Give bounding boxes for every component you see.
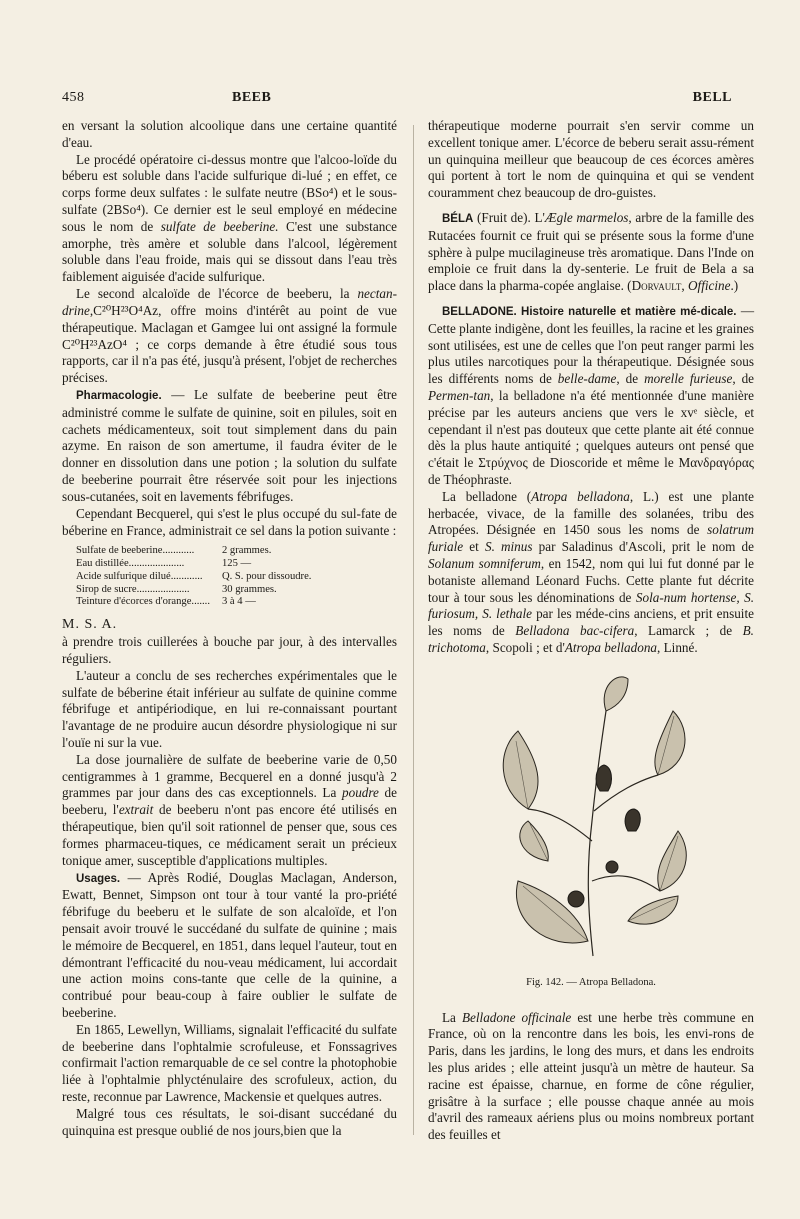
paragraph: La Belladone officinale est une herbe très commune en France, où on la rencontre dans les bois, les envi-rons de Paris, dans les jardins, le long des murs, et dans les endroits les plus arides ; elle atteint jusqu'à un mètre de hauteur. Sa racine est épaisse, charnue, en forme de cône régulier, grisâtre à la surface ; elle pousse chaque année au mois d'avril des rameaux aériens plus ou moins nombreux portant des feuilles et [428,1009,754,1143]
section-heading: Pharmacologie. [76,390,162,403]
running-header [62,90,738,110]
paragraph: Le second alcaloïde de l'écorce de beeberu, la nectan-drine,C²⁰H²³O⁴Az, offre moins d'intérêt au point de vue thérapeutique. Maclagan et Gamgee lui ont assigné la formule C²⁰H²³AzO⁴ ; ce corps demande à être étudié sous tous rapports, car il n'a pas été, jusqu'à présent, l'objet de recherches précises. [62,286,397,386]
header-right-title: BELL [692,90,732,105]
figure-caption: Fig. 142. — Atropa Belladona. [526,976,656,988]
entry-heading-belladone: BELLADONE. Histoire naturelle et matière mé-dicale. [442,305,737,318]
entry-heading-bela: BÉLA [442,212,474,225]
paragraph: Le procédé opératoire ci-dessus montre que l'alcoo-loïde du béberu est soluble dans l'acide sulfurique di-lué ; en effet, ce corps forme deux sulfates : le sulfate neutre (BSo⁴) et le sous-sulfate (2BSo⁴). Ce dernier est le seul employé en médecine sous le nom de sulfate de beeberine. C'est une substance amorphe, très amère et soluble dans l'alcool, légèrement soluble dans l'eau froide, mais qui se dissout dans l'eau très faiblement aiguisée d'acide sulfurique. [62,151,397,285]
formula-table [76,545,315,609]
paragraph: La belladone (Atropa belladona, L.) est une plante herbacée, vivace, de la famille des solanées, tribu des Atropées. Désignée en 1450 sous les noms de solatrum furiale et S. minus par Saladinus d'Ascoli, prit le nom de Solanum somniferum, en 1542, nom qui lui fut donné par le botaniste allemand Léonard Fuchs. Cette plante fut décrite tour à tour sous les dénominations de Sola-num hortense, S. furiosum, S. lethale par les méde-cins anciens, et prit ensuite les noms de Belladona bac-cifera, Lamarck ; de B. trichotoma, Scopoli ; et d'Atropa belladona, Linné. [428,488,754,655]
table-row: Teinture d'écorces d'orange....... 3 à 4 — [76,596,256,608]
header-left-title: BEEB [232,90,272,105]
paragraph: BÉLA (Fruit de). L'Ægle marmelos, arbre de la famille des Rutacées fournit ce fruit qui se présente sous la forme d'une sphère à pulpe mucilagineuse très aromatique. Dans l'Inde on emploie ce fruit dans la dy-senterie. Le fruit de Bela a sa place dans la pharma-copée anglaise. (Dorvault, Officine.) [428,209,754,294]
paragraph: BELLADONE. Histoire naturelle et matière mé-dicale. — Cette plante indigène, dont les feuilles, la racine et les graines sont utilisées, est une de celles que l'on peut ranger parmi les plus utiles narcotiques pour la thérapeutique. Désignée sous les différents noms de belle-dame, de morelle furieuse, de Permen-tan, la belladone n'a été mentionnée d'une manière précise par les auteurs anciens que vers le xvᵉ siècle, et cependant il n'est pas douteux que cette plante ait été connue dès la plus haute antiquité ; quelques auteurs ont pensé que c'était le Στρύχνος de Dioscoride et même le Μανδραγόρας de Théophraste. [428,302,755,487]
paragraph: Pharmacologie. — Le sulfate de beeberine peut être administré comme le sulfate de quinine, soit en pilules, soit en cachets médicamenteux, soit tout simplement dans du pain azyme. En raison de son amertume, il faudra éviter de le donner en dissolution dans une potion ; la solution du sulfate de beeberine pourrait être réservée soit pour les injections sous-cutanées, soit en lavements fébrifuges. [62,387,397,504]
table-row: Acide sulfurique dilué............ Q. S. pour dissoudre. [76,570,312,582]
paragraph: thérapeutique moderne pourrait s'en servir comme un excellent tonique amer. L'écorce de beberu serait assu-rément un quinquina meilleur que beaucoup de ces écorces amères qui portent à tort le nom de quinquina et qui se vendent couramment chez beaucoup de dro-guistes. [428,118,754,201]
belladonna-illustration [488,671,698,961]
table-row: Eau distillée..................... 125 — [76,558,252,570]
paragraph: La dose journalière de sulfate de beeberine varie de 0,50 centigrammes à 1 gramme, Becquerel en a donné jusqu'à 2 grammes par jour dans des cas exceptionnels. La poudre de beeberu, l'extrait de beeberu n'ont pas encore été utilisés en thérapeutique, bien qu'il soit rationnel de penser que, sous ces formes pharmaceu-tiques, ce médicament serait un précieux tonique amer, susceptible d'applications multiples. [62,751,397,868]
right-column [428,118,754,1144]
figure [428,671,754,971]
paragraph: Malgré tous ces résultats, le soi-disant succédané du quinquina est presque oublié de nos jours,bien que la [62,1105,397,1138]
left-column [62,118,397,1140]
paragraph: En 1865, Lewellyn, Williams, signalait l'efficacité du sulfate de beeberine dans l'ophtalmie scrofuleuse, et Fonssagrives confirmait l'action remarquable de ce sel contre la photophobie liée à l'ophtalmie phlycténulaire des scrofuleux, action, du reste, reconnue par Lawrence, Mackensie et quelques autres. [62,1021,397,1104]
section-heading: Usages. [76,872,121,885]
column-divider [413,125,414,1135]
table-row: Sulfate de beeberine............ 2 grammes. [76,545,272,557]
paragraph: Cependant Becquerel, qui s'est le plus occupé du sul-fate de béberine en France, administrait ce sel dans la potion suivante : [62,505,397,538]
paragraph: L'auteur a conclu de ses recherches expérimentales que le sulfate de béberine était inférieur au sulfate de quinine comme fébrifuge et antipériodique, en lui re-connaissant pourtant l'avantage de ne produire aucun désordre physiologique ni sur l'ouïe ni sur la vue. [62,667,397,750]
table-row: Sirop de sucre.................... 30 grammes. [76,583,277,595]
recipe-abbrev: M. S. A. [62,617,118,633]
paragraph: en versant la solution alcoolique dans une certaine quantité d'eau. [62,118,397,150]
paragraph: à prendre trois cuillerées à bouche par jour, à des intervalles réguliers. [62,634,397,666]
paragraph: Usages. — Après Rodié, Douglas Maclagan, Anderson, Ewatt, Bennet, Simpson ont tour à tour vanté la pro-priété fébrifuge du beeberu et le sulfate de son alcaloïde, et l'on pensait avoir trouvé le succédané du sulfate de quinine ; mais le mémoire de Becquerel, en 1851, dans lequel l'auteur, tout en démontrant l'efficacité du nou-veau médicament, lui accordait une action moins cons-tante que celle de la quinine, a contribué pour beau-coup à faire oublier le sulfate de beeberine. [62,869,397,1020]
page-number: 458 [62,90,85,105]
